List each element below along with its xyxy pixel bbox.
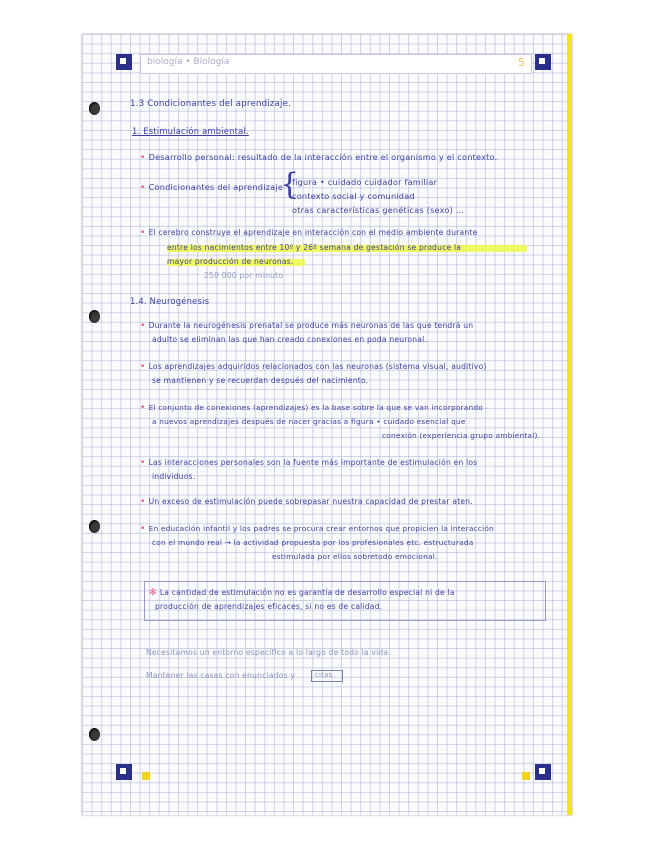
- corner-mark-bottom-left: [116, 764, 132, 780]
- corner-mark-bottom-right: [535, 764, 551, 780]
- neuro-bullet-3-line-3: conexión (experiencia grupo ambiental).: [382, 431, 541, 440]
- corner-mark-top-right: [535, 54, 551, 70]
- boxed-note-line-1: [149, 588, 455, 598]
- bullet-2-lead: Condicionantes del aprendizaje: [148, 182, 284, 192]
- bullet-dot: •: [140, 321, 149, 331]
- bullet-2-item-1: figura • cuidado cuidador familiar: [292, 177, 438, 187]
- bullet-3-line-1: [140, 228, 477, 238]
- neuro-bullet-2-line-2: se mantienen y se recuerdan después del nacimiento.: [152, 376, 369, 385]
- punch-hole-1: [89, 102, 100, 115]
- bullet-dot: •: [140, 183, 149, 193]
- neuro-bullet-3-line-1: [140, 403, 483, 413]
- neuro-bullet-4-text-1: Las interacciones personales son la fuente más importante de estimulación en los: [148, 458, 478, 467]
- bullet-3-line-2: entre los nacimientos entre 10º y 26º semana de gestación se produce la: [167, 243, 462, 252]
- bullet-2: [140, 182, 283, 193]
- bullet-dot: •: [140, 497, 149, 507]
- curly-brace: {: [280, 167, 300, 202]
- bullet-dot: •: [140, 458, 149, 468]
- neuro-bullet-4-line-2: individuos.: [152, 472, 196, 481]
- bullet-1-text: Desarrollo personal: resultado de la interacción entre el organismo y el contexto.: [148, 152, 498, 162]
- punch-hole-4: [89, 728, 100, 741]
- bullet-dot: •: [140, 403, 149, 413]
- page-edge-stripe: [567, 34, 572, 815]
- neuro-bullet-2-line-1: [140, 362, 487, 372]
- subject-label: biología • Biología: [147, 57, 230, 67]
- corner-mark-top-left: [116, 54, 132, 70]
- neuro-bullet-3-line-2: a nuevos aprendizajes después de nacer gracias a figura • cuidado esencial que: [152, 417, 466, 426]
- neuro-bullet-6-line-2: con el mundo real → la actividad propuesta por los profesionales etc. estructurada: [152, 538, 474, 547]
- neuro-bullet-5: [140, 497, 473, 507]
- punch-hole-3: [89, 520, 100, 533]
- neuro-bullet-6-line-1: [140, 524, 494, 534]
- bullet-2-item-2: contexto social y comunidad: [292, 191, 415, 201]
- page-number: 5: [518, 56, 525, 69]
- bullet-3-text-1: El cerebro construye el aprendizaje en interacción con el medio ambiente durante: [148, 228, 478, 237]
- section-title: 1.3 Condicionantes del aprendizaje.: [130, 99, 292, 109]
- neuro-bullet-5-text: Un exceso de estimulación puede sobrepasar nuestra capacidad de prestar aten.: [148, 497, 473, 506]
- footer-tag-text: citas: [315, 671, 333, 679]
- neuro-bullet-6-text-1: En educación infantil y los padres se procura crear entornos que propicien la interacción: [148, 524, 494, 533]
- yellow-square-bottom-right: [522, 772, 530, 780]
- footer-note-1: Necesitamos un entorno específico a lo largo de todo la vida.: [146, 648, 391, 657]
- footer-note-2: Mantener las casas con enunciados y: [146, 671, 296, 680]
- subsection-title-2: 1.4. Neurogénesis: [130, 296, 210, 306]
- neuro-bullet-4-line-1: [140, 458, 477, 468]
- neuro-bullet-2-text-1: Los aprendizajes adquiridos relacionados con las neuronas (sistema visual, auditivo): [148, 362, 487, 371]
- bullet-3-line-3: mayor producción de neuronas.: [167, 257, 294, 266]
- subsection-title-1: 1. Estimulación ambiental.: [132, 126, 249, 136]
- notebook-page: [82, 34, 572, 815]
- neuro-bullet-1-line-2: adulto se eliminan las que han creado conexiones en poda neuronal.: [152, 335, 428, 344]
- bullet-dot: •: [140, 153, 149, 163]
- punch-hole-2: [89, 310, 100, 323]
- bullet-dot: •: [140, 228, 149, 238]
- bullet-dot: ✻: [149, 588, 160, 598]
- boxed-note: [144, 581, 546, 621]
- bullet-1: [140, 152, 497, 163]
- boxed-note-text-1: La cantidad de estimulación no es garantía de desarrollo especial ni de la: [159, 588, 455, 597]
- footer-tag-box: [311, 670, 343, 682]
- bullet-3-annotation: 250 000 por minuto: [204, 271, 284, 280]
- bullet-2-item-3: otras características genéticas (sexo) …: [292, 205, 465, 215]
- neuro-bullet-3-text-1: El conjunto de conexiones (aprendizajes) es la base sobre la que se van incorporando: [148, 403, 484, 412]
- boxed-note-line-2: producción de aprendizajes eficaces, si no es de calidad.: [155, 602, 383, 611]
- bullet-dot: •: [140, 524, 149, 534]
- neuro-bullet-6-line-3: estimulada por ellos sobretodo emocional.: [272, 552, 438, 561]
- bullet-dot: •: [140, 362, 149, 372]
- yellow-square-bottom-left: [142, 772, 150, 780]
- neuro-bullet-1-text-1: Durante la neurogénesis prenatal se produce más neuronas de las que tendrá un: [148, 321, 474, 330]
- neuro-bullet-1-line-1: [140, 321, 473, 331]
- page-header: [140, 54, 532, 74]
